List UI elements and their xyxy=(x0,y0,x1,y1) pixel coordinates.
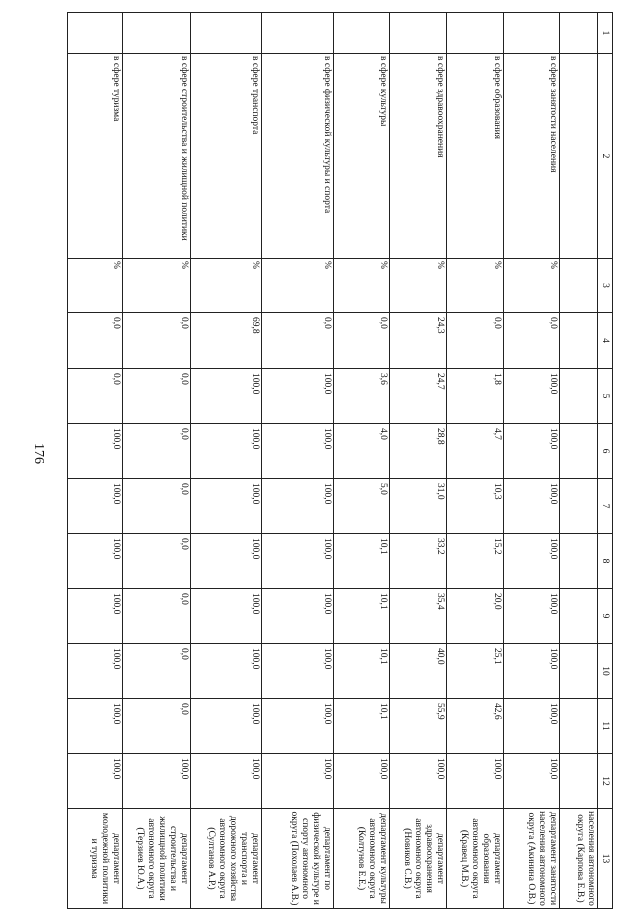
table-row xyxy=(68,13,123,909)
value-cell: 0,0 xyxy=(68,313,123,369)
value-cell: 0,0 xyxy=(68,369,123,424)
column-number-cell: 5 xyxy=(598,369,613,424)
indicator-name-cell: в сфере туризма xyxy=(68,54,123,259)
value-cell: 4,7 xyxy=(447,424,504,479)
row-index-cell xyxy=(447,13,504,54)
value-cell: 100,0 xyxy=(68,534,123,589)
value-cell: 100,0 xyxy=(191,754,262,809)
continuation-cell xyxy=(560,589,598,644)
column-number-row xyxy=(598,13,613,909)
value-cell: 100,0 xyxy=(68,754,123,809)
table-row xyxy=(447,13,504,909)
value-cell: 0,0 xyxy=(123,479,191,534)
responsible-department-cell: департамент транспорта и дорожного хозяйства автономного округа (Султанов А.Р.) xyxy=(191,809,262,909)
value-cell: 100,0 xyxy=(68,699,123,754)
value-cell: 100,0 xyxy=(262,699,334,754)
value-cell: 0,0 xyxy=(123,589,191,644)
continuation-cell xyxy=(560,424,598,479)
continuation-cell xyxy=(560,479,598,534)
row-index-cell xyxy=(390,13,447,54)
value-cell: 100,0 xyxy=(504,699,560,754)
column-number-cell: 11 xyxy=(598,699,613,754)
continuation-cell xyxy=(560,534,598,589)
value-cell: 31,0 xyxy=(390,479,447,534)
value-cell: 55,9 xyxy=(390,699,447,754)
indicator-table xyxy=(67,12,613,909)
value-cell: 100,0 xyxy=(191,589,262,644)
value-cell: 100,0 xyxy=(504,534,560,589)
unit-cell: % xyxy=(504,259,560,313)
unit-cell: % xyxy=(447,259,504,313)
value-cell: 4,0 xyxy=(334,424,390,479)
column-number-cell: 12 xyxy=(598,754,613,809)
value-cell: 0,0 xyxy=(334,313,390,369)
responsible-department-cell: населения автономного округа (Карпова Е.В.) xyxy=(560,809,598,909)
continuation-cell xyxy=(560,54,598,259)
column-number-cell: 7 xyxy=(598,479,613,534)
value-cell: 100,0 xyxy=(504,369,560,424)
value-cell: 100,0 xyxy=(262,644,334,699)
value-cell: 15,2 xyxy=(447,534,504,589)
value-cell: 1,8 xyxy=(447,369,504,424)
indicator-name-cell: в сфере транспорта xyxy=(191,54,262,259)
value-cell: 100,0 xyxy=(262,479,334,534)
unit-cell: % xyxy=(191,259,262,313)
indicator-name-cell: в сфере культуры xyxy=(334,54,390,259)
value-cell: 40,0 xyxy=(390,644,447,699)
indicator-name-cell: в сфере физической культуры и спорта xyxy=(262,54,334,259)
column-number-cell: 2 xyxy=(598,54,613,259)
value-cell: 100,0 xyxy=(191,534,262,589)
responsible-department-cell: департамент занятости населения автономного округа (Акинина О.В.) xyxy=(504,809,560,909)
row-index-cell xyxy=(68,13,123,54)
value-cell: 100,0 xyxy=(191,369,262,424)
value-cell: 100,0 xyxy=(262,424,334,479)
value-cell: 24,7 xyxy=(390,369,447,424)
value-cell: 100,0 xyxy=(191,479,262,534)
row-index-cell xyxy=(123,13,191,54)
responsible-department-cell: департамент строительства и жилищной политики автономного округа (Терзиев Ю.А.) xyxy=(123,809,191,909)
value-cell: 100,0 xyxy=(504,479,560,534)
indicator-name-cell: в сфере образования xyxy=(447,54,504,259)
value-cell: 0,0 xyxy=(123,644,191,699)
table-row xyxy=(334,13,390,909)
value-cell: 100,0 xyxy=(262,589,334,644)
column-number-cell: 10 xyxy=(598,644,613,699)
row-index-cell xyxy=(504,13,560,54)
value-cell: 42,6 xyxy=(447,699,504,754)
column-number-cell: 4 xyxy=(598,313,613,369)
continuation-cell xyxy=(560,313,598,369)
column-number-cell: 6 xyxy=(598,424,613,479)
continuation-cell xyxy=(560,369,598,424)
column-number-cell: 8 xyxy=(598,534,613,589)
responsible-department-cell: департамент здравоохранения автономного округа (Новиков С.В.) xyxy=(390,809,447,909)
continuation-row xyxy=(560,13,598,909)
unit-cell: % xyxy=(334,259,390,313)
value-cell: 100,0 xyxy=(191,644,262,699)
column-number-cell: 1 xyxy=(598,13,613,54)
responsible-department-cell: департамент молодежной политики и туризма xyxy=(68,809,123,909)
table-row xyxy=(123,13,191,909)
value-cell: 10,1 xyxy=(334,534,390,589)
table-container xyxy=(83,12,613,906)
value-cell: 100,0 xyxy=(504,589,560,644)
value-cell: 0,0 xyxy=(123,699,191,754)
table-row xyxy=(262,13,334,909)
continuation-cell xyxy=(560,699,598,754)
value-cell: 100,0 xyxy=(447,754,504,809)
value-cell: 100,0 xyxy=(191,424,262,479)
value-cell: 0,0 xyxy=(262,313,334,369)
continuation-cell xyxy=(560,259,598,313)
indicator-name-cell: в сфере здравоохранения xyxy=(390,54,447,259)
unit-cell: % xyxy=(262,259,334,313)
column-number-cell: 9 xyxy=(598,589,613,644)
unit-cell: % xyxy=(68,259,123,313)
value-cell: 100,0 xyxy=(262,534,334,589)
value-cell: 100,0 xyxy=(191,699,262,754)
row-index-cell xyxy=(334,13,390,54)
value-cell: 35,4 xyxy=(390,589,447,644)
value-cell: 0,0 xyxy=(123,313,191,369)
value-cell: 100,0 xyxy=(68,589,123,644)
unit-cell: % xyxy=(123,259,191,313)
responsible-department-cell: департамент культуры автономного округа (Колтунов Е.Е.) xyxy=(334,809,390,909)
continuation-cell xyxy=(560,754,598,809)
value-cell: 100,0 xyxy=(262,754,334,809)
column-number-cell: 3 xyxy=(598,259,613,313)
value-cell: 10,1 xyxy=(334,699,390,754)
value-cell: 100,0 xyxy=(68,424,123,479)
value-cell: 100,0 xyxy=(68,644,123,699)
indicator-name-cell: в сфере строительства и жилищной политики xyxy=(123,54,191,259)
value-cell: 100,0 xyxy=(123,754,191,809)
indicator-name-cell: в сфере занятости населения xyxy=(504,54,560,259)
responsible-department-cell: департамент образования автономного округа (Кравец М.В.) xyxy=(447,809,504,909)
page-number: 176 xyxy=(31,443,46,464)
value-cell: 33,2 xyxy=(390,534,447,589)
value-cell: 20,0 xyxy=(447,589,504,644)
value-cell: 10,1 xyxy=(334,644,390,699)
table-row xyxy=(191,13,262,909)
column-number-cell: 13 xyxy=(598,809,613,909)
responsible-department-cell: департамент по физической культуре и спорту автономного округа (Похолаев А.В.) xyxy=(262,809,334,909)
value-cell: 100,0 xyxy=(504,754,560,809)
value-cell: 24,3 xyxy=(390,313,447,369)
value-cell: 25,1 xyxy=(447,644,504,699)
continuation-cell xyxy=(560,13,598,54)
table-row xyxy=(390,13,447,909)
value-cell: 100,0 xyxy=(504,644,560,699)
row-index-cell xyxy=(262,13,334,54)
value-cell: 100,0 xyxy=(334,754,390,809)
value-cell: 69,8 xyxy=(191,313,262,369)
unit-cell: % xyxy=(390,259,447,313)
value-cell: 0,0 xyxy=(123,424,191,479)
table-row xyxy=(504,13,560,909)
value-cell: 100,0 xyxy=(390,754,447,809)
value-cell: 5,0 xyxy=(334,479,390,534)
value-cell: 28,8 xyxy=(390,424,447,479)
value-cell: 0,0 xyxy=(447,313,504,369)
value-cell: 10,1 xyxy=(334,589,390,644)
row-index-cell xyxy=(191,13,262,54)
value-cell: 100,0 xyxy=(504,424,560,479)
value-cell: 3,6 xyxy=(334,369,390,424)
value-cell: 100,0 xyxy=(262,369,334,424)
value-cell: 0,0 xyxy=(123,369,191,424)
value-cell: 0,0 xyxy=(504,313,560,369)
value-cell: 0,0 xyxy=(123,534,191,589)
value-cell: 100,0 xyxy=(68,479,123,534)
continuation-cell xyxy=(560,644,598,699)
value-cell: 10,3 xyxy=(447,479,504,534)
